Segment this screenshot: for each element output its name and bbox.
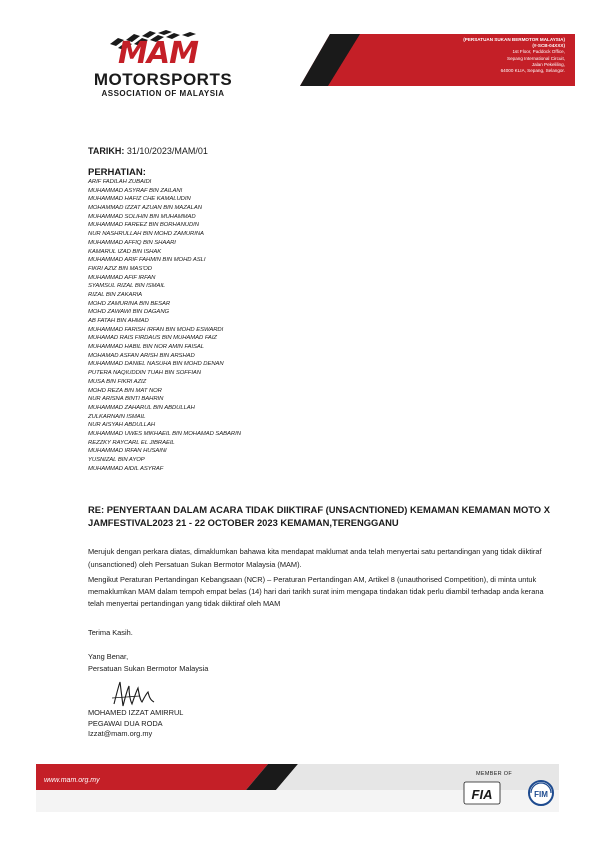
recipient-item: MOHD ZAMURINA BIN BESAR: [88, 300, 171, 307]
attention-label: PERHATIAN:: [88, 167, 146, 178]
recipient-item: MUHAMMAD ZAHARUL BIN ABDULLAH: [88, 404, 195, 411]
closing-line: Yang Benar,: [88, 652, 129, 661]
address-line: (#-SCB-04XXX): [532, 43, 565, 49]
recipient-item: FIKRI AZIZ BIN MAS'OD: [88, 265, 153, 272]
address-line: 64000 KLIA, Sepang, Selangor.: [500, 68, 565, 74]
recipient-item: NUR AISYAH ABDULLAH: [88, 422, 156, 429]
logo-wordmark: MAM: [118, 36, 198, 71]
recipient-item: ZULKARNAIN ISMAIL: [88, 413, 146, 420]
fia-logo-text: FIA: [471, 787, 493, 802]
closing-block: [88, 651, 208, 674]
reference-value: 31/10/2023/MAM/01: [126, 146, 208, 156]
recipient-item: MUHAMMAD AFIF IRFAN: [88, 274, 156, 281]
recipient-item: MUHAMMAD SOLIHIN BIN MUHAMMAD: [88, 213, 196, 220]
address-line: Jalan Pekeliling,: [531, 61, 565, 67]
reference-label: TARIKH:: [88, 146, 125, 156]
recipient-item: MUHAMMAD ARIF FAHMIN BIN MOHD ASLI: [88, 257, 206, 264]
recipient-item: AB FATAH BIN AHMAD: [88, 318, 149, 324]
logo-line-association: ASSOCIATION OF MALAYSIA: [101, 89, 225, 98]
address-line: (PERSATUAN SUKAN BERMOTOR MALAYSIA): [463, 37, 565, 42]
recipient-item: MOHAMMAD IZZAT AZUAN BIN MAZALAN: [88, 205, 202, 212]
body-paragraph-1: Merujuk dengan perkara diatas, dimaklumkan bahawa kita mendapat maklumat anda telah menyertai satu pertandingan yang tidak diiktiraf (unsanctioned) oleh Persatuan Sukan Bermotor Malaysia (MAM).: [88, 547, 542, 569]
recipient-item: MOHD ZAWAWI BIN DAGANG: [88, 309, 170, 316]
recipient-item: SYAMSUL RIZAL BIN ISMAIL: [88, 283, 166, 290]
signatory-email: Izzat@mam.org.my: [88, 729, 153, 739]
thanks-line: Terima Kasih.: [88, 628, 133, 637]
recipient-item: NUR ARISNA BINTI BAHRIN: [88, 396, 164, 403]
recipient-item: MUHAMMAD HABIL BIN NOR AMIN FAISAL: [88, 344, 205, 351]
recipient-item: MOHAMAD ASFAN ARISH BIN ARSHAD: [88, 352, 195, 359]
recipient-item: MOHD REZA BIN MAT NOR: [88, 387, 162, 394]
body-paragraph-2: Mengikut Peraturan Pertandingan Kebangsaan (NCR) – Peraturan Pertandingan AM, Artikel 8 (unauthorised Competition), di minta untuk memaklumkan MAM dalam tempoh empat belas (14) hari dari tarikh surat inim mengapa tindakan tidak perlu diambil terhadap anda kerana telah menyertai pertandingan yang tidak diiktiraf oleh MAM: [88, 575, 544, 609]
footer-website: www.mam.org.my: [44, 777, 100, 784]
recipient-item: PUTERA NAQIUDDIN TUAH BIN SOFFIAN: [88, 370, 202, 377]
recipient-item: MUHAMAD RAIS FIRDAUS BIN MUHAMAD FAIZ: [88, 335, 217, 342]
recipient-item: RIZAL BIN ZAKARIA: [88, 291, 143, 298]
recipient-item: ARIF FADILAH ZUBAIDI: [88, 179, 152, 185]
signatory-title: PEGAWAI DUA RODA: [88, 718, 163, 728]
handwritten-signature: [110, 678, 156, 710]
letter-subject: RE: PENYERTAAN DALAM ACARA TIDAK DIIKTIRAF (UNSACNTIONED) KEMAMAN KEMAMAN MOTO X JAMFESTIVAL2023 21 - 22 OCTOBER 2023 KEMAMAN,TERENGGANU: [88, 504, 550, 528]
recipient-item: REZZKY RAYCARL EL JIBRAEIL: [88, 439, 175, 446]
recipient-item: MUHAMMAD FARISH IRFAN BIN MOHD ESWARDI: [88, 326, 224, 333]
signatory-name: MOHAMED IZZAT AMIRRUL: [88, 708, 184, 717]
recipient-item: YUSNIZAL BIN AYOP: [88, 457, 145, 463]
recipient-item: MUHAMMAD AFFIQ BIN SHAARI: [88, 239, 176, 246]
logo-line-motorsports: MOTORSPORTS: [93, 70, 233, 89]
recipient-item: MUHAMMAD ASYRAF BIN ZAILANI: [88, 187, 183, 194]
closing-line: Persatuan Sukan Bermotor Malaysia: [88, 663, 209, 673]
fim-logo-text: FIM: [534, 790, 548, 799]
mam-logo: [88, 30, 238, 102]
recipient-item: KAMARUL IZAD BIN ISHAK: [88, 248, 162, 255]
header-address: [395, 37, 565, 74]
member-label: MEMBER OF: [476, 771, 513, 777]
recipient-item: MUHAMMAD FAREEZ BIN BORHANUDIN: [88, 222, 199, 229]
recipient-item: NUR NASHRULLAH BIN MOHD ZAMURINA: [88, 231, 204, 238]
reference-line: [88, 146, 208, 156]
address-line: 1st Floor, Paddock Office,: [512, 49, 565, 55]
recipient-item: MUHAMMAD UWES MIKHAEIL BIN MOHAMAD SABARIN: [88, 430, 241, 437]
signatory-block: [88, 708, 183, 740]
recipient-item: MUHAMMAD AIDIL ASYRAF: [88, 465, 164, 472]
address-line: Sepang International Circuit,: [507, 55, 565, 61]
fia-logo-icon: [462, 780, 502, 806]
recipient-item: MUHAMMAD DANIEL NASUHA BIN MOHD DENAN: [88, 361, 224, 368]
recipient-item: MUHAMMAD HAFIZ CHE KAMALUDIN: [88, 196, 191, 203]
fim-logo-icon: [526, 778, 556, 808]
recipient-list: [88, 178, 388, 473]
recipient-item: MUHAMMAD IRFAN HUSAINI: [88, 448, 167, 455]
recipient-item: MUSA BIN FIKRI AZIZ: [88, 378, 147, 385]
